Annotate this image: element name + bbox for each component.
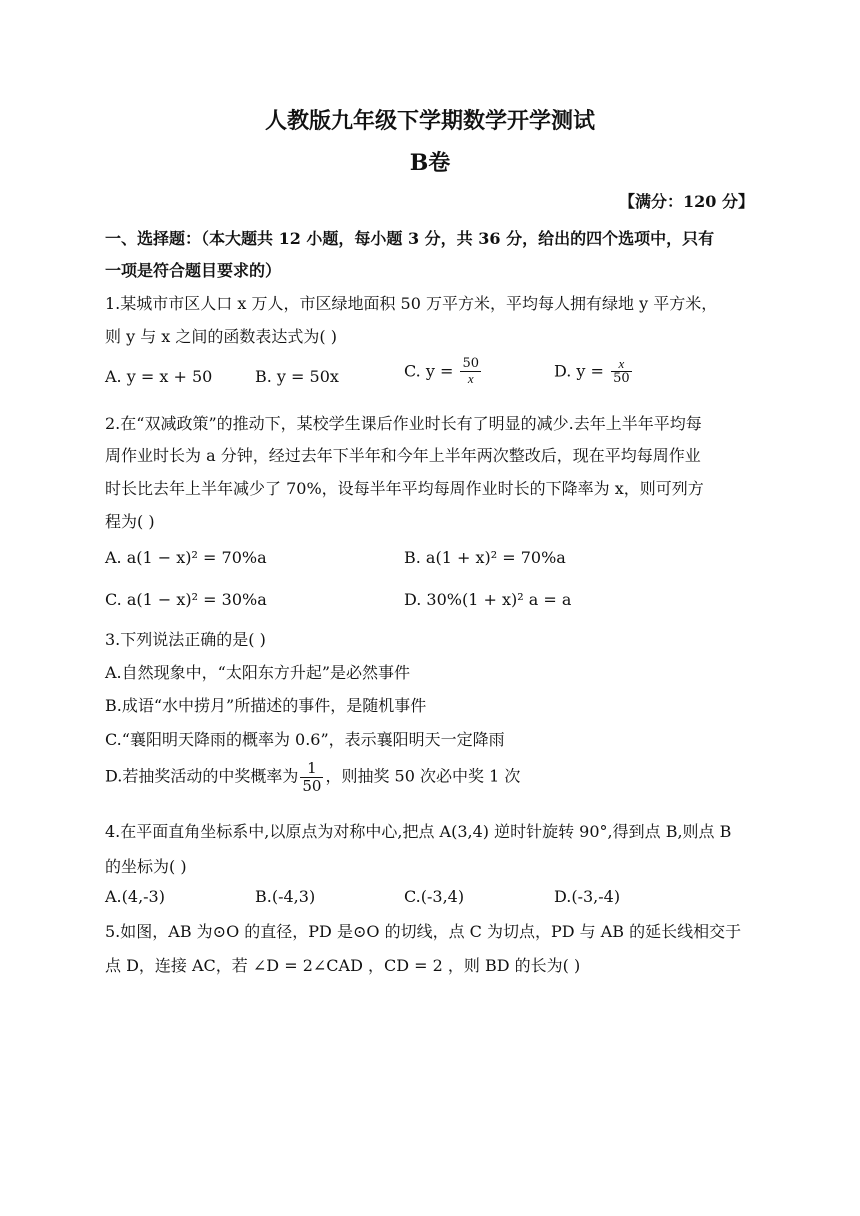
page-title: 人教版九年级下学期数学开学测试	[264, 108, 595, 134]
score-label: 【满分：120 分】	[619, 192, 754, 211]
q1-option-c	[404, 357, 483, 387]
q3-option-b: B.成语“水中捞月”所描述的事件，是随机事件	[105, 696, 427, 715]
q4-option-c: C.(-3,4)	[404, 887, 465, 906]
q2-option-b: B. a(1 + x)² = 70%a	[404, 548, 566, 567]
q2-option-c: C. a(1 − x)² = 30%a	[105, 590, 267, 609]
q5-text-line2: 点 D，连接 AC，若 ∠D = 2∠CAD ，CD = 2 ，则 BD 的长为( )	[105, 956, 581, 975]
section-heading-line2: 一项是符合题目要求的）	[105, 261, 282, 280]
q1-option-b: B. y = 50x	[255, 367, 339, 386]
q4-option-d: D.(-3,-4)	[554, 887, 621, 906]
q1-option-d-numerator: x	[611, 357, 632, 372]
q3-option-d-suffix: ，则抽奖 50 次必中奖 1 次	[325, 766, 521, 786]
q1-text-line2: 则 y 与 x 之间的函数表达式为( )	[105, 327, 337, 346]
q2-text-line3: 时长比去年上半年减少了 70%，设每半年平均每周作业时长的下降率为 x，则可列方	[105, 479, 704, 498]
page-subtitle: B卷	[409, 150, 451, 176]
q5-text-line1: 5.如图，AB 为⊙O 的直径，PD 是⊙O 的切线，点 C 为切点，PD 与 AB 的延长线相交于	[105, 922, 742, 941]
q4-option-a: A.(4,-3)	[105, 887, 165, 906]
q3-option-a: A.自然现象中，“太阳东方升起”是必然事件	[105, 663, 411, 682]
q1-option-c-fraction	[460, 357, 481, 387]
q2-option-a: A. a(1 − x)² = 70%a	[105, 548, 267, 567]
q3-option-d	[105, 760, 520, 794]
q3-option-d-prefix: D.若抽奖活动的中奖概率为	[105, 766, 299, 786]
q1-option-c-numerator: 50	[462, 356, 480, 371]
q4-text-line2: 的坐标为( )	[105, 857, 187, 876]
q2-text-line4: 程为( )	[105, 512, 155, 531]
q3-option-d-fraction	[300, 760, 323, 794]
q1-option-a: A. y = x + 50	[105, 367, 213, 386]
q1-text-line1: 1.某城市市区人口 x 万人，市区绿地面积 50 万平方米，平均每人拥有绿地 y 平方米，	[105, 294, 718, 313]
q2-text-line2: 周作业时长为 a 分钟，经过去年下半年和今年上半年两次整改后，现在平均每周作业	[105, 446, 701, 465]
q4-option-b: B.(-4,3)	[255, 887, 316, 906]
q1-option-c-prefix: C. y =	[404, 361, 454, 381]
q3-option-c: C.“襄阳明天降雨的概率为 0.6”，表示襄阳明天一定降雨	[105, 730, 505, 749]
q1-option-c-denominator: x	[467, 371, 474, 387]
q2-text-line1: 2.在“双减政策”的推动下，某校学生课后作业时长有了明显的减少.去年上半年平均每	[105, 414, 702, 433]
q3-option-d-numerator: 1	[300, 760, 323, 778]
q1-option-d-prefix: D. y =	[554, 361, 604, 381]
q4-text-line1: 4.在平面直角坐标系中,以原点为对称中心,把点 A(3,4) 逆时针旋转 90°,得到点 B,则点 B	[105, 822, 732, 841]
q3-text-line1: 3.下列说法正确的是( )	[105, 630, 266, 649]
q2-option-d: D. 30%(1 + x)² a = a	[404, 590, 572, 609]
q1-option-d-denominator: 50	[613, 371, 630, 387]
q1-option-d	[554, 357, 634, 387]
section-heading-line1: 一、选择题：（本大题共 12 小题，每小题 3 分，共 36 分，给出的四个选项中，只有	[105, 229, 715, 248]
q3-option-d-denominator: 50	[302, 776, 322, 795]
q1-option-d-fraction	[611, 357, 632, 387]
